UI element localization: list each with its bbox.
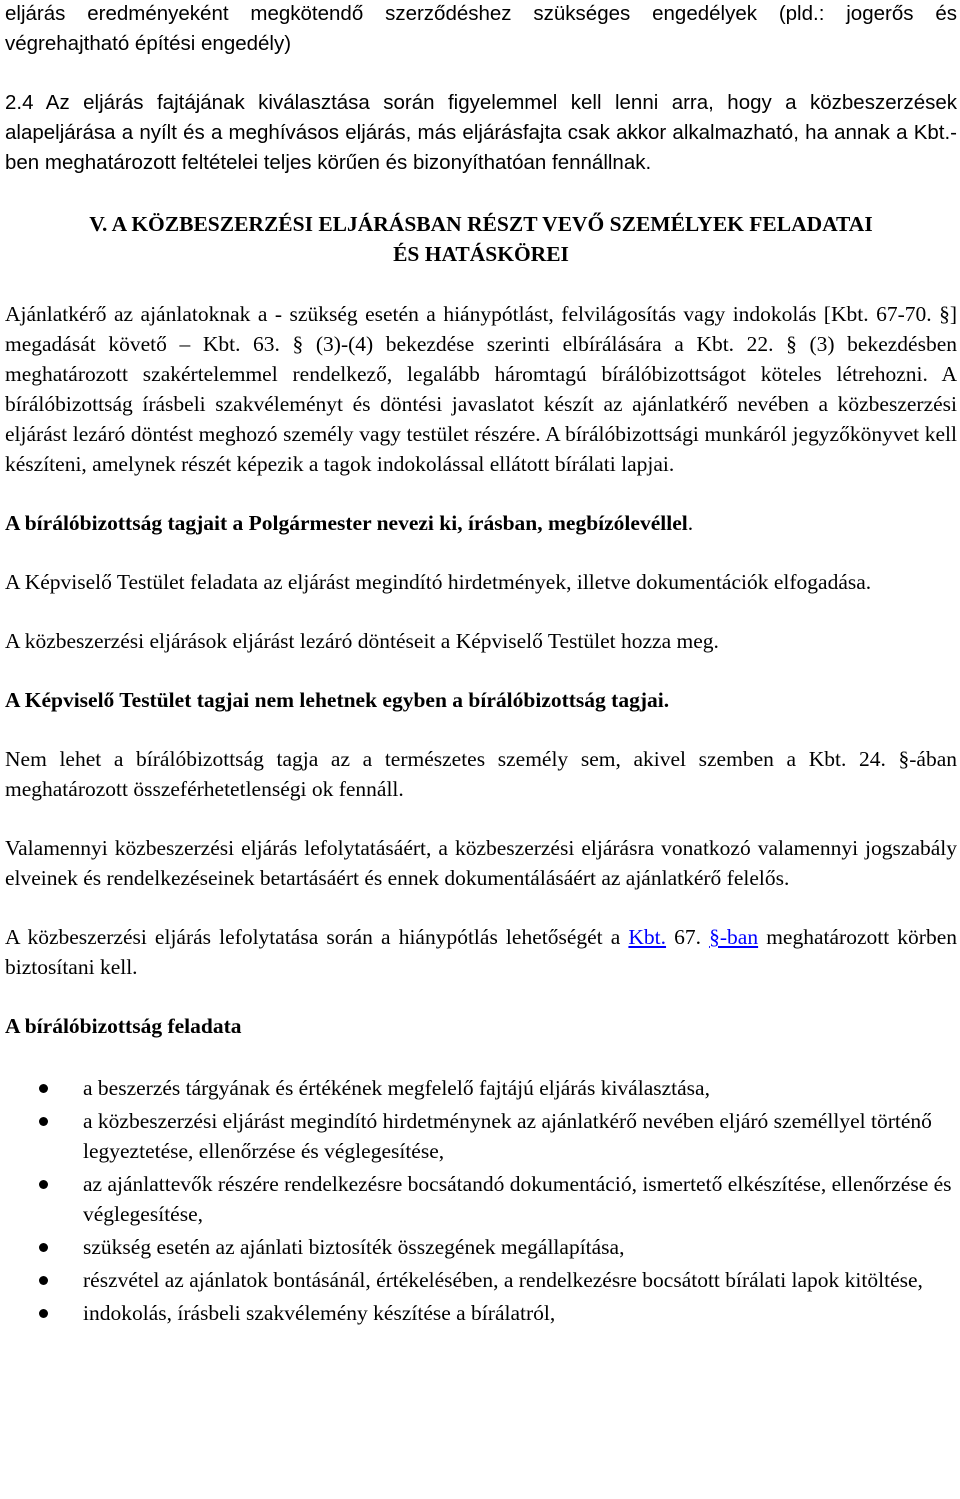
- deficiency-text-end: meghatározott körben biztosítani kell.: [5, 925, 957, 979]
- bullet-icon: [39, 1243, 48, 1252]
- committee-task-list: [5, 1073, 957, 1328]
- list-item-text: részvétel az ajánlatok bontásánál, értékelésében, a rendelkezésre bocsátott bírálati lapok kitöltése,: [83, 1268, 923, 1292]
- bullet-icon: [39, 1117, 48, 1126]
- deficiency-text-start: A közbeszerzési eljárás lefolytatása során a hiánypótlás lehetőségét a: [5, 925, 629, 949]
- section-heading-line2: ÉS HATÁSKÖREI: [393, 242, 569, 266]
- section-title-committee-tasks: A bírálóbizottság feladata: [5, 1014, 242, 1038]
- paragraph-deficiency-remedy: [5, 922, 957, 982]
- list-item: [5, 1265, 957, 1295]
- section-link[interactable]: §-ban: [709, 925, 759, 949]
- list-item-text: szükség esetén az ajánlati biztosíték összegének megállapítása,: [83, 1235, 625, 1259]
- paragraph-permits: eljárás eredményeként megkötendő szerződéshez szükséges engedélyek (pld.: jogerős és végrehajtható építési engedély): [5, 2, 957, 55]
- bullet-icon: [39, 1276, 48, 1285]
- paragraph-responsibility: Valamennyi közbeszerzési eljárás lefolytatásáért, a közbeszerzési eljárásra vonatkozó valamennyi jogszabály elveinek és rendelkezéseinek betartásáért és ennek dokumentálásáért az ajánlatkérő felelős.: [5, 836, 957, 890]
- appointment-bold-text: A bírálóbizottság tagjait a Polgármester nevezi ki, írásban, megbízólevéllel: [5, 511, 688, 535]
- document-page: [5, 0, 957, 1328]
- paragraph-council-task: A Képviselő Testület feladata az eljárást megindító hirdetmények, illetve dokumentációk elfogadása.: [5, 570, 872, 594]
- paragraph-appointment: [5, 508, 957, 538]
- section-heading: [5, 209, 957, 269]
- list-item-text: a közbeszerzési eljárást megindító hirdetménynek az ajánlatkérő nevében eljáró személlyel történő legyeztetése, ellenőrzése és véglegesítése,: [83, 1109, 932, 1163]
- appointment-period: .: [687, 511, 694, 535]
- list-item: [5, 1106, 957, 1166]
- paragraph-council-decisions: A közbeszerzési eljárások eljárást lezáró döntéseit a Képviselő Testület hozza meg.: [5, 629, 719, 653]
- list-item-text: indokolás, írásbeli szakvélemény készítése a bírálatról,: [83, 1301, 556, 1325]
- bullet-icon: [39, 1309, 48, 1318]
- deficiency-text-middle: 67.: [666, 925, 710, 949]
- list-item: [5, 1298, 957, 1328]
- bullet-icon: [39, 1180, 48, 1189]
- list-item: [5, 1073, 957, 1103]
- kbt-link[interactable]: Kbt.: [628, 925, 667, 949]
- list-item-text: a beszerzés tárgyának és értékének megfelelő fajtájú eljárás kiválasztása,: [83, 1076, 710, 1100]
- bullet-icon: [39, 1084, 48, 1093]
- paragraph-evaluation-committee: Ajánlatkérő az ajánlatoknak a - szükség esetén a hiánypótlást, felvilágosítás vagy indokolás [Kbt. 67-70. §] megadását követő – Kbt. 63. § (3)-(4) bekezdése szerinti elbírálására a Kbt. 22. § (3) bekezdésben meghatározott szakértelemmel rendelkező, legalább háromtagú bírálóbizottságot köteles létrehozni. A bírálóbizottság írásbeli szakvéleményt és döntési javaslatot készít az ajánlatkérő nevében a közbeszerzési eljárást lezáró döntést meghozó személy vagy testület részére. A bírálóbizottsági munkáról jegyzőkönyvet kell készíteni, amelynek részét képezik a tagok indokolással ellátott bírálati lapjai.: [5, 302, 957, 476]
- list-item: [5, 1169, 957, 1229]
- list-item: [5, 1232, 957, 1262]
- paragraph-council-members: A Képviselő Testület tagjai nem lehetnek egyben a bírálóbizottság tagjai.: [5, 688, 670, 712]
- list-item-text: az ajánlattevők részére rendelkezésre bocsátandó dokumentáció, ismertető elkészítése, ellenőrzése és véglegesítése,: [83, 1172, 952, 1226]
- paragraph-procedure-type: 2.4 Az eljárás fajtájának kiválasztása során figyelemmel kell lenni arra, hogy a közbeszerzések alapeljárása a nyílt és a meghívásos eljárás, más eljárásfajta csak akkor alkalmazható, ha annak a Kbt.-ben meghatározott feltételei teljes körűen és bizonyíthatóan fennállnak.: [5, 91, 957, 174]
- paragraph-conflict-of-interest: Nem lehet a bírálóbizottság tagja az a természetes személy sem, akivel szemben a Kbt. 24. §-ában meghatározott összeférhetetlenségi ok fennáll.: [5, 747, 957, 801]
- section-heading-line1: V. A KÖZBESZERZÉSI ELJÁRÁSBAN RÉSZT VEVŐ SZEMÉLYEK FELADATAI: [89, 212, 873, 236]
